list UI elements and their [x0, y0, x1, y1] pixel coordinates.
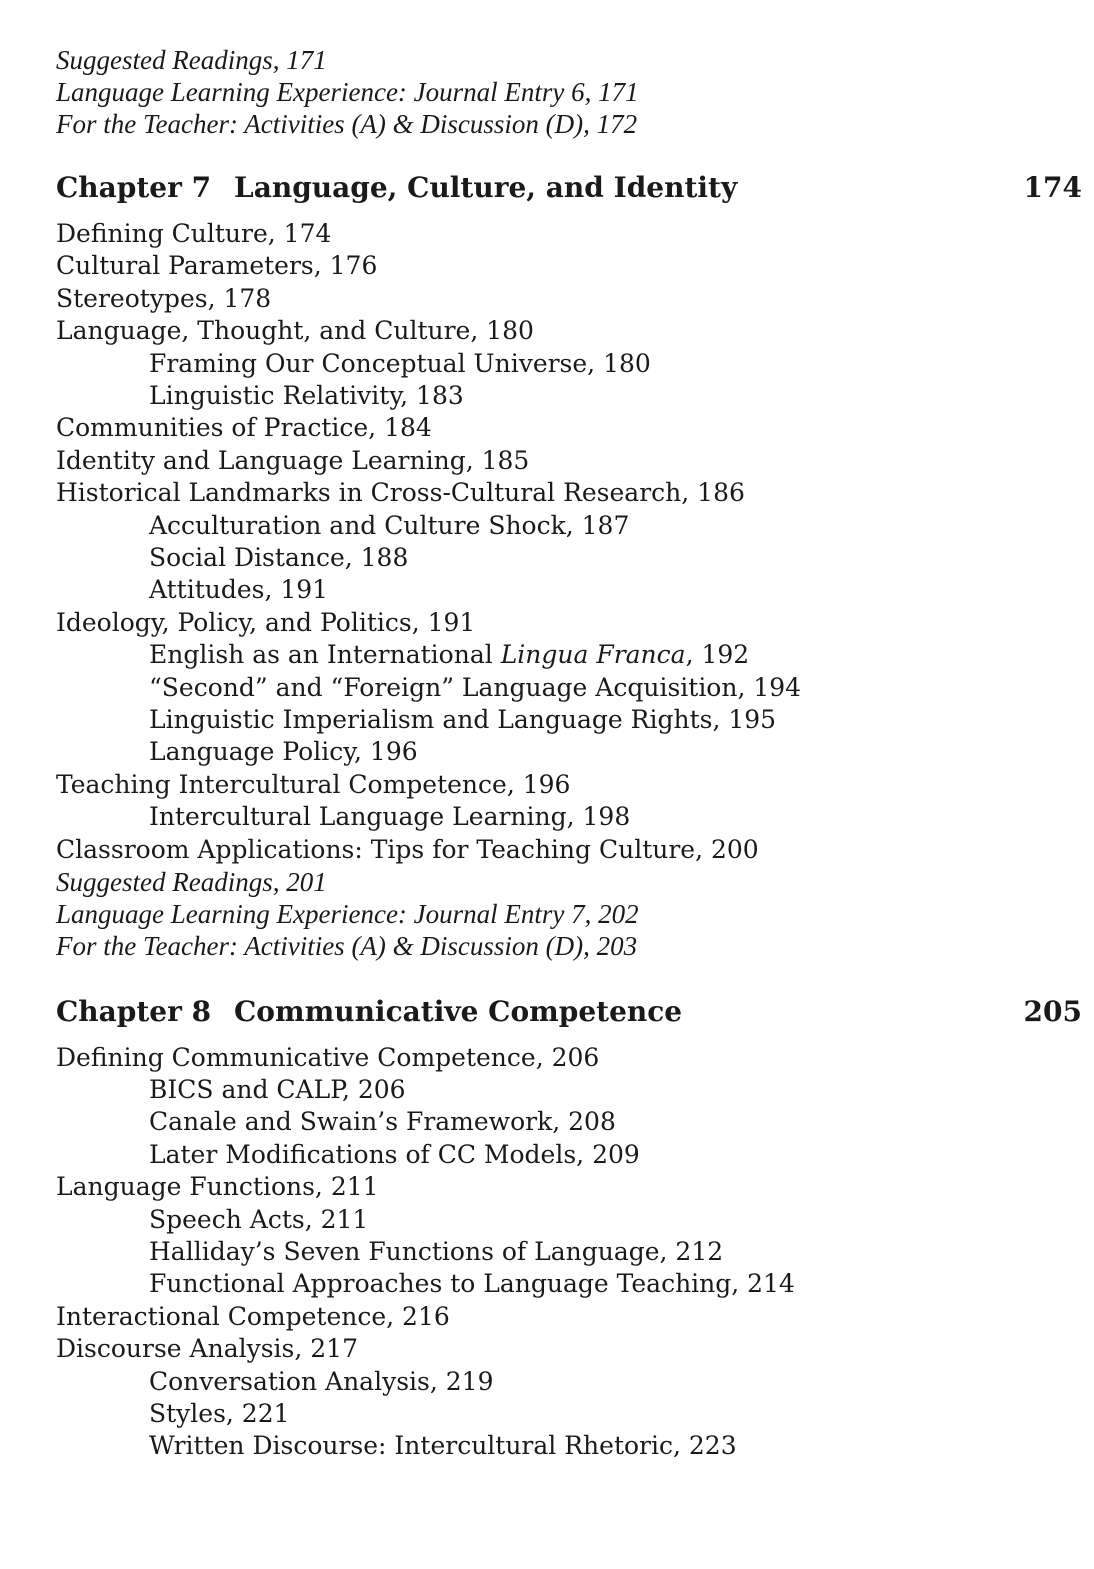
chapter-number: Chapter 7	[56, 171, 212, 204]
toc-subentry[interactable]	[149, 639, 749, 671]
toc-entry[interactable]: Cultural Parameters, 176	[56, 251, 378, 280]
toc-subentry[interactable]: Written Discourse: Intercultural Rhetoric, 223	[149, 1431, 737, 1460]
toc-entry[interactable]: Language Functions, 211	[56, 1172, 379, 1201]
chapter-title: Communicative Competence	[234, 995, 683, 1028]
toc-entry-for-the-teacher[interactable]: For the Teacher: Activities (A) & Discussion (D), 203	[56, 931, 638, 961]
toc-entry[interactable]: Defining Culture, 174	[56, 219, 332, 248]
toc-entry[interactable]: Interactional Competence, 216	[56, 1302, 450, 1331]
toc-subentry[interactable]: Canale and Swain’s Framework, 208	[149, 1107, 616, 1136]
toc-subentry[interactable]: Attitudes, 191	[149, 575, 329, 604]
toc-subentry[interactable]: Acculturation and Culture Shock, 187	[149, 511, 630, 540]
chapter-page-number: 174	[1023, 171, 1082, 204]
toc-entry-journal-entry[interactable]: Language Learning Experience: Journal Entry 7, 202	[56, 899, 639, 929]
chapter-title: Language, Culture, and Identity	[234, 171, 738, 204]
toc-entry-suggested-readings[interactable]: Suggested Readings, 201	[56, 867, 327, 897]
toc-subentry[interactable]: Speech Acts, 211	[149, 1205, 369, 1234]
chapter-heading[interactable]	[56, 992, 1082, 1032]
toc-subentry[interactable]: Linguistic Relativity, 183	[149, 381, 464, 410]
toc-entry[interactable]: Classroom Applications: Tips for Teaching Culture, 200	[56, 835, 759, 864]
toc-subentry[interactable]: Later Modifications of CC Models, 209	[149, 1140, 640, 1169]
toc-subentry[interactable]: Linguistic Imperialism and Language Rights, 195	[149, 705, 777, 734]
toc-subentry-italic-term: Lingua Franca	[500, 640, 686, 669]
toc-subentry[interactable]: BICS and CALP, 206	[149, 1075, 406, 1104]
toc-subentry[interactable]: Styles, 221	[149, 1399, 290, 1428]
toc-entry[interactable]: Historical Landmarks in Cross-Cultural Research, 186	[56, 478, 745, 507]
toc-entry[interactable]: Identity and Language Learning, 185	[56, 446, 530, 475]
toc-entry-journal-entry[interactable]: Language Learning Experience: Journal Entry 6, 171	[56, 77, 639, 107]
toc-subentry[interactable]: Functional Approaches to Language Teaching, 214	[149, 1269, 795, 1298]
toc-entry[interactable]: Defining Communicative Competence, 206	[56, 1043, 600, 1072]
toc-subentry[interactable]: Social Distance, 188	[149, 543, 409, 572]
toc-entry[interactable]: Stereotypes, 178	[56, 284, 272, 313]
toc-subentry[interactable]: Halliday’s Seven Functions of Language, 212	[149, 1237, 724, 1266]
toc-entry[interactable]: Communities of Practice, 184	[56, 413, 432, 442]
toc-subentry[interactable]: Framing Our Conceptual Universe, 180	[149, 349, 651, 378]
toc-subentry[interactable]: Language Policy, 196	[149, 737, 418, 766]
toc-subentry[interactable]: “Second” and “Foreign” Language Acquisition, 194	[149, 673, 802, 702]
chapter-page-number: 205	[1023, 995, 1082, 1028]
toc-entry-for-the-teacher[interactable]: For the Teacher: Activities (A) & Discussion (D), 172	[56, 109, 638, 139]
toc-subentry-page: , 192	[685, 640, 750, 669]
toc-entry-suggested-readings[interactable]: Suggested Readings, 171	[56, 45, 327, 75]
toc-subentry[interactable]: Intercultural Language Learning, 198	[149, 802, 631, 831]
chapter-number: Chapter 8	[56, 995, 212, 1028]
toc-entry[interactable]: Language, Thought, and Culture, 180	[56, 316, 534, 345]
toc-entry[interactable]: Discourse Analysis, 217	[56, 1334, 358, 1363]
toc-entry[interactable]: Teaching Intercultural Competence, 196	[56, 770, 571, 799]
toc-subentry[interactable]: Conversation Analysis, 219	[149, 1367, 494, 1396]
toc-entry[interactable]: Ideology, Policy, and Politics, 191	[56, 608, 476, 637]
chapter-heading[interactable]	[56, 168, 1082, 208]
toc-subentry-text: English as an International	[149, 640, 493, 669]
